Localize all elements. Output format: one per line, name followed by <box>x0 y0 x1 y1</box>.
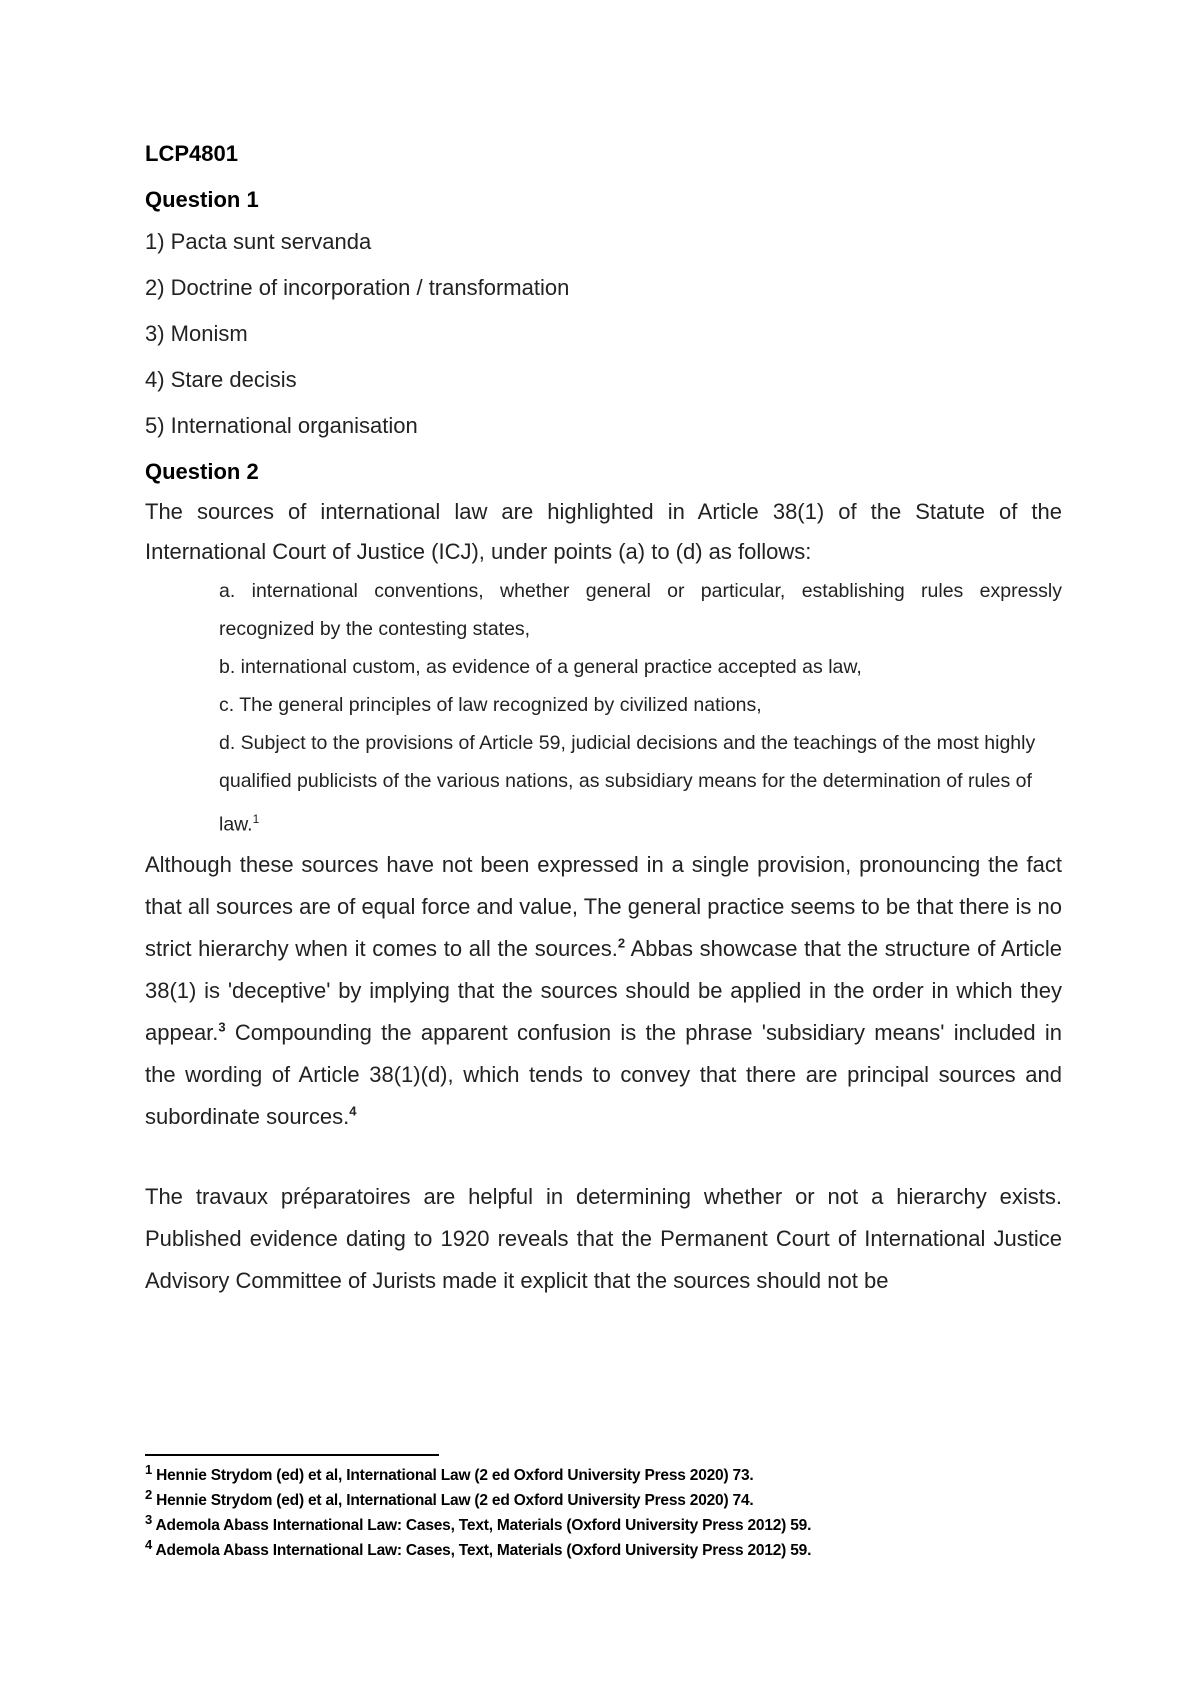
quote-last-text: law. <box>219 813 253 836</box>
footnote-text: Ademola Abass International Law: Cases, Text, Materials (Oxford University Press 2012) 59. <box>152 1542 812 1559</box>
footnote <box>145 1538 1062 1563</box>
footnote-ref: 2 <box>617 935 626 951</box>
question-1-heading: Question 1 <box>145 187 259 212</box>
paragraph-text: Although these sources have not been expressed in a single provision, pronouncing the fact that all sources are of equal force and value, The general practice seems to be that there is no strict hierarchy when it comes to all the sources. <box>145 851 1062 961</box>
footnote-ref: 3 <box>218 1019 226 1035</box>
question-1-answers <box>145 228 1062 440</box>
answer-item: 2) Doctrine of incorporation / transformation <box>145 275 570 300</box>
paragraph-text: Abbas showcase that the structure of Article 38(1) is 'deceptive' by implying that the sources should be applied in the order in which they appear. <box>145 935 1063 1045</box>
hierarchy-paragraph <box>145 844 1062 1138</box>
paragraph-text: Compounding the apparent confusion is the phrase 'subsidiary means' included in the wording of Article 38(1)(d), which tends to convey that there are principal sources and subordinate sources. <box>145 1019 1062 1129</box>
quote-line: qualified publicists of the various nations, as subsidiary means for the determination of rules of <box>219 770 1032 792</box>
footnote <box>145 1513 1062 1538</box>
page-body <box>145 140 1062 1302</box>
question-2-intro: The sources of international law are highlighted in Article 38(1) of the Statute of the International Court of Justice (ICJ), under points (a) to (d) as follows: <box>145 499 1062 564</box>
footnote-separator <box>145 1454 439 1456</box>
answer-item: 4) Stare decisis <box>145 367 297 392</box>
footnote-ref: 1 <box>252 812 260 826</box>
travaux-paragraph: The travaux préparatoires are helpful in determining whether or not a hierarchy exists. Published evidence dating to 1920 reveals that the Permanent Court of International Justice Advisory Committee of Jurists made it explicit that the sources should not be <box>145 1183 1062 1293</box>
footnote <box>145 1463 1062 1488</box>
quote-line <box>219 800 1062 844</box>
footnote-number: 3 <box>145 1511 153 1527</box>
footnote-number: 2 <box>145 1486 153 1502</box>
footnote-number: 1 <box>145 1461 153 1477</box>
footnote-text: Hennie Strydom (ed) et al, International Law (2 ed Oxford University Press 2020) 73. <box>152 1467 754 1484</box>
article-38-quote <box>219 572 1062 844</box>
answer-item: 3) Monism <box>145 321 248 346</box>
footnote-number: 4 <box>145 1536 153 1552</box>
footnote <box>145 1488 1062 1513</box>
paragraph-gap <box>145 1138 1062 1176</box>
quote-line: b. international custom, as evidence of a general practice accepted as law, <box>219 656 862 678</box>
answer-item: 1) Pacta sunt servanda <box>145 229 372 254</box>
answer-item: 5) International organisation <box>145 413 418 438</box>
footnote-text: Ademola Abass International Law: Cases, Text, Materials (Oxford University Press 2012) 59. <box>152 1517 812 1534</box>
quote-line: c. The general principles of law recognized by civilized nations, <box>219 694 762 716</box>
question-2-heading: Question 2 <box>145 459 259 484</box>
footnotes <box>145 1463 1062 1563</box>
footnote-text: Hennie Strydom (ed) et al, International Law (2 ed Oxford University Press 2020) 74. <box>152 1492 754 1509</box>
module-code: LCP4801 <box>145 141 238 166</box>
quote-line: a. international conventions, whether general or particular, establishing rules expressly recognized by the contesting states, <box>219 580 1062 640</box>
quote-line: d. Subject to the provisions of Article 59, judicial decisions and the teachings of the most highly <box>219 732 1036 754</box>
footnote-ref: 4 <box>349 1103 357 1119</box>
